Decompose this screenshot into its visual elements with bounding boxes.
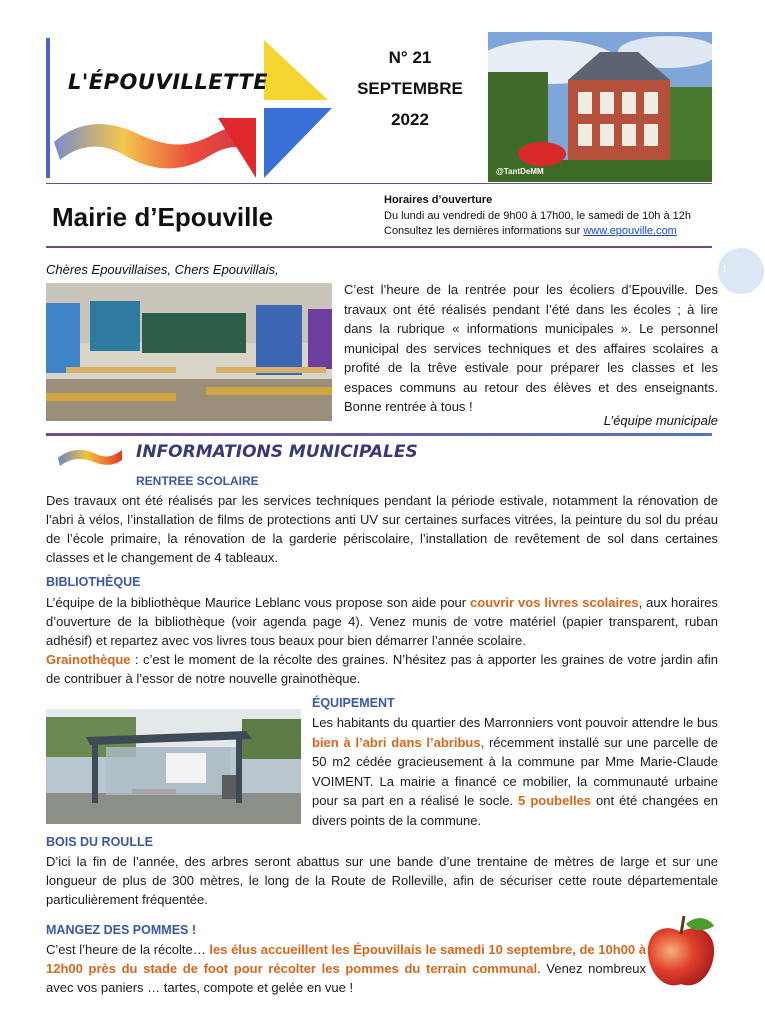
text-bibliotheque <box>46 593 718 688</box>
hours-text: Du lundi au vendredi de 9h00 à 17h00, le samedi de 10h à 12h <box>384 209 692 222</box>
photo-credit: @TantDeMM <box>496 167 544 176</box>
website-link[interactable]: www.epouville.com <box>583 225 677 237</box>
intro-text: C’est l’heure de la rentrée pour les écoliers d’Epouville. Des travaux ont été réalisés pendant l’été dans les écoles ; à lire dans la rubrique « informations municipales ». Le personnel municipal des services techniques et des affaires scolaires a profité de la trêve estivale pour préparer les classes et les espaces communs au retour des élèves et des enseignants. Bonne rentrée à tous ! <box>344 282 718 414</box>
town-hall-photo <box>488 32 712 182</box>
text-pommes <box>46 940 646 997</box>
bus-shelter-photo <box>46 709 301 824</box>
issue-info <box>340 42 480 135</box>
text-segment: . Venez nombreux avec vos paniers … tartes, compote et gelée en vue ! <box>46 961 646 995</box>
divider <box>46 183 712 184</box>
hours-heading: Horaires d’ouverture <box>384 194 493 206</box>
highlight-text: bien à l’abri dans l’abribus, <box>312 734 485 750</box>
heading-bois-du-roulle: BOIS DU ROULLE <box>46 835 153 849</box>
newsletter-title: L'ÉPOUVILLETTE <box>68 70 269 94</box>
text-segment: , aux horaires d’ouverture de la bibliothèque (voir agenda page 4). Venez munis de votre matériel (papier transparent, ruban adhésif) et repartez avec vos livres tous beaux pour bien démarrer l’année scolaire. <box>46 595 719 648</box>
opening-hours <box>384 193 714 240</box>
section-title: INFORMATIONS MUNICIPALES <box>136 442 418 462</box>
text-segment: récemment installé sur une parcelle de 50 m2 cédée gracieusement à la commune par Mme Marie-Claude VOIMENT. La mairie a financé ce mobilier, la communauté urbaine pour sa part en a réalisé le socle. <box>312 734 718 808</box>
text-bois-du-roulle: D’ici la fin de l’année, des arbres seront abattus sur une bande d’une trentaine de mètres de large et sur une longueur de plus de 300 mètres, le long de la Route de Rolleville, afin de sécuriser cette route départementale particulièrement fréquentée. <box>46 854 718 907</box>
logo-bar <box>46 38 50 178</box>
heading-bibliotheque: BIBLIOTHÈQUE <box>46 575 141 589</box>
info-line <box>384 224 714 240</box>
section-divider <box>46 433 712 436</box>
issue-number: N° 21 <box>388 48 432 67</box>
greeting: Chères Epouvillaises, Chers Epouvillais, <box>46 262 279 277</box>
text-equipement <box>312 713 718 830</box>
issue-month: SEPTEMBRE <box>357 79 463 98</box>
text-segment: L’équipe de la bibliothèque Maurice Leblanc vous propose son aide pour <box>46 595 471 610</box>
info-prefix: Consultez les dernières informations sur <box>384 225 584 237</box>
apple-icon <box>644 912 718 990</box>
brush-stroke-icon <box>56 442 124 468</box>
highlight-text: Grainothèque <box>46 652 131 667</box>
issue-year: 2022 <box>391 110 429 129</box>
highlight-text: couvrir vos livres scolaires <box>470 595 639 610</box>
page-number: 1 <box>722 264 728 274</box>
divider <box>46 246 712 248</box>
heading-equipement: ÉQUIPEMENT <box>312 696 395 710</box>
text-segment: Les habitants du quartier des Marronniers vont pouvoir attendre le bus <box>312 715 718 730</box>
highlight-text: les élus accueillent les Épouvillais le samedi 10 septembre, de 10h00 à 12h00 près du stade de foot pour récolter les pommes du terrain communal <box>46 942 646 976</box>
text-rentree: Des travaux ont été réalisés par les services techniques pendant la période estivale, notamment la rénovation de l’abri à vélos, l’installation de films de protections anti UV sur certaines surfaces vitrées, la peinture du sol du préau de l’école primaire, la rénovation de la garderie périscolaire, l’installation de revêtement de sol dans certaines classes et le changement de 4 tableaux. <box>46 493 718 565</box>
signature: L’équipe municipale <box>603 413 718 428</box>
newsletter-logo <box>46 38 334 178</box>
classroom-photo <box>46 283 332 421</box>
logo-artwork <box>46 38 334 178</box>
text-segment: ont été changées en divers points de la commune. <box>312 793 718 828</box>
mairie-title: Mairie d’Epouville <box>52 202 274 232</box>
text-segment: : c’est le moment de la récolte des graines. N’hésitez pas à apporter les graines de votre jardin afin de contribuer à l’essor de notre nouvelle grainothèque. <box>46 652 718 686</box>
highlight-text: 5 poubelles <box>518 793 592 808</box>
heading-rentree: RENTREE SCOLAIRE <box>136 474 259 488</box>
text-segment: C’est l’heure de la récolte… <box>46 942 210 957</box>
heading-pommes: MANGEZ DES POMMES ! <box>46 923 197 937</box>
